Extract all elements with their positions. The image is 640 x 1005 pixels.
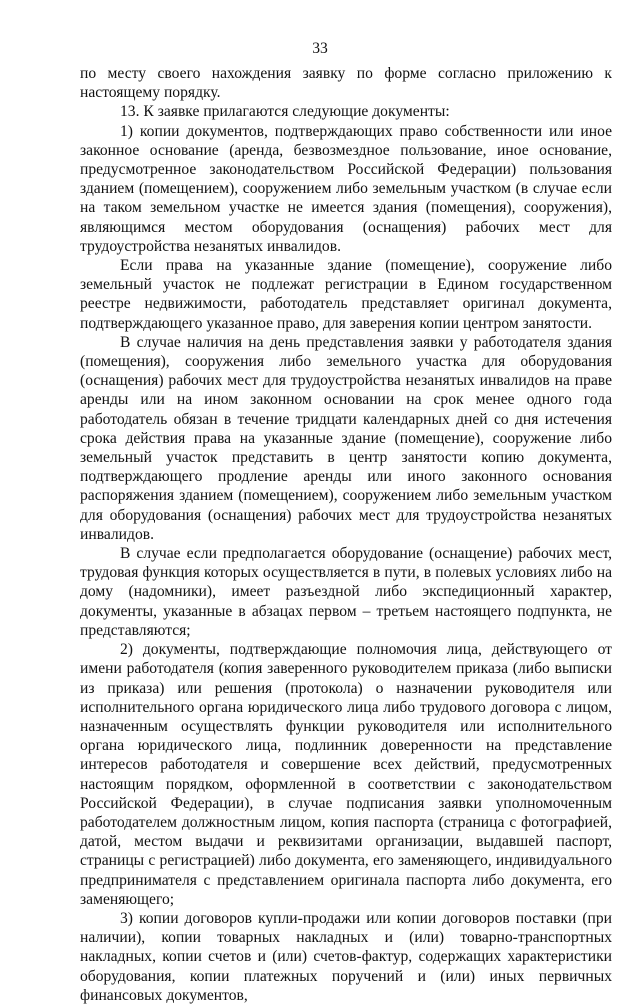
paragraph-mobile-workplaces: В случае если предполагается оборудование (оснащение) рабочих мест, трудовая функция которых осуществляется в пути, в полевых условиях либо на дому (надомники), имеет разъездной либо экспедиционный характер, документы, указанные в абзацах первом – третьем настоящего подпункта, не представляются; xyxy=(80,545,612,639)
paragraph-registration: Если права на указанные здание (помещение), сооружение либо земельный участок не подлежат регистрации в Едином государственном реестре недвижимости, работодатель представляет оригинал документа, подтверждающего указанное право, для заверения копии центром занятости. xyxy=(80,257,612,332)
paragraph-section-13: 13. К заявке прилагаются следующие документы: xyxy=(120,103,450,121)
paragraph-lease: В случае наличия на день представления заявки у работодателя здания (помещения), сооружения либо земельного участка для оборудования (оснащения) рабочих мест для трудоустройства незанятых инвалидов на праве аренды или на ином законном основании на срок менее одного года работодатель обязан в течение тридцати календарных дней со дня истечения срока действия права на указанные здание (помещение), сооружение либо земельный участок представить в центр занятости копию документа, подтверждающего продление аренды или иного законного основания распоряжения зданием (помещением), сооружением либо земельным участком для оборудования (оснащения) рабочих мест для трудоустройства незанятых инвалидов. xyxy=(80,333,612,543)
document-body xyxy=(80,64,612,1005)
paragraph-continuation: по месту своего нахождения заявку по форме согласно приложению к настоящему порядку. xyxy=(80,65,612,102)
paragraph-item-2: 2) документы, подтверждающие полномочия лица, действующего от имени работодателя (копия заверенного руководителем приказа (либо выписки из приказа) или решения (протокола) о назначении руководителя или исполнительного органа юридического лица либо трудового договора с лицом, назначенным осуществлять функции руководителя или исполнительного органа юридического лица, подлинник доверенности на представление интересов работодателя и совершение всех действий, предусмотренных настоящим порядком, оформленной в соответствии с законодательством Российской Федерации), в случае подписания заявки уполномоченным работодателем должностным лицом, копия паспорта (страница с фотографией, датой, местом выдачи и реквизитами организации, выдавшей паспорт, страницы с регистрацией) либо документа, его заменяющего, индивидуального предпринимателя с представлением оригинала паспорта либо документа, его заменяющего; xyxy=(80,641,612,908)
paragraph-item-3: 3) копии договоров купли-продажи или копии договоров поставки (при наличии), копии товарных накладных и (или) товарно-транспортных накладных, копии счетов и (или) счетов-фактур, содержащих характеристики оборудования, копии платежных поручений и (или) иных первичных финансовых документов, xyxy=(80,909,612,1004)
paragraph-item-1: 1) копии документов, подтверждающих право собственности или иное законное основание (аренда, безвозмездное пользование, иное основание, предусмотренное законодательством Российской Федерации) пользования зданием (помещением), сооружением либо земельным участком (в случае если на таком земельном участке не имеется здания (помещения), сооружения), являющимся местом оборудования (оснащения) рабочих мест для трудоустройства незанятых инвалидов. xyxy=(80,122,612,255)
page-number: 33 xyxy=(312,40,328,57)
